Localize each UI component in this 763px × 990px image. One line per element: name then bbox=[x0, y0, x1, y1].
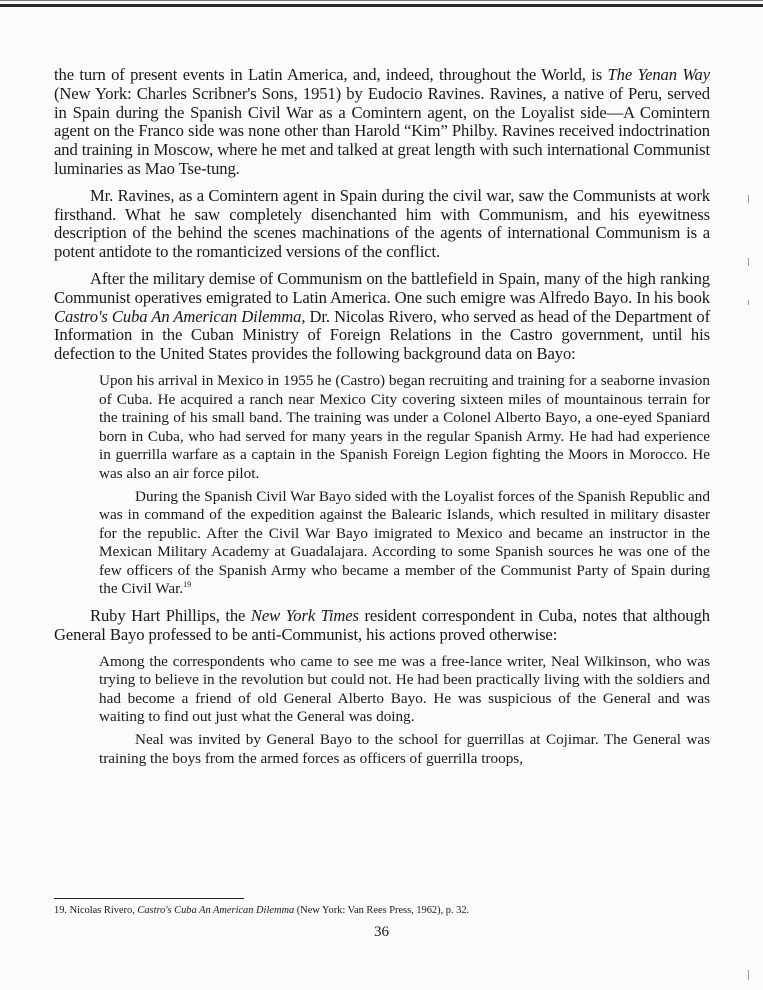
footnote-19 bbox=[54, 904, 710, 917]
text-run: resident correspondent in Cuba, notes that although General Bayo professed to be anti-Communist, his actions proved otherwise: bbox=[54, 606, 711, 644]
paragraph bbox=[54, 270, 710, 364]
scan-top-border bbox=[0, 4, 763, 7]
block-quote-phillips bbox=[99, 653, 710, 769]
scan-top-edge bbox=[0, 0, 763, 1]
text-run: After the military demise of Communism on the battlefield in Spain, many of the high ranking Communist operatives emigrated to Latin America. One such emigre was Alfredo Bayo. In his book bbox=[54, 268, 710, 307]
page-body bbox=[54, 66, 710, 776]
italic-title: New York Times bbox=[250, 606, 359, 626]
italic-title: The Yenan Way bbox=[607, 65, 711, 84]
paragraph bbox=[54, 607, 710, 645]
text-run: During the Spanish Civil War Bayo sided with the Loyalist forces of the Spanish Republic and was in command of the expedition against the Balearic Islands, which resulted in military disaster for the republic. After the Civil War Bayo imigrated to Mexico and became an instructor in the Mexican Military Academy at Guadalajara. According to some Spanish sources he was one of the few officers of the Spanish Army who became a member of the Communist Party of Spain during the Civil War. bbox=[99, 487, 710, 598]
text-run: (New York: Charles Scribner's Sons, 1951) by Eudocio Ravines. Ravines, a native of Peru, served in Spain during the Spanish Civil War as a Comintern agent, on the Loyalist side—A Comintern agent on the Franco side was none other than Harold “Kim” Philby. Ravines received indoctrination and training in Moscow, where he met and talked at great length with such international Communist luminaries as Mao Tse-tung. bbox=[54, 83, 710, 178]
italic-title: Castro's Cuba An American Dilemma bbox=[137, 905, 295, 916]
text-run: Ruby Hart Phillips, the bbox=[90, 606, 251, 626]
quote-paragraph bbox=[99, 488, 710, 600]
text-block-2 bbox=[54, 607, 710, 645]
quote-paragraph bbox=[99, 731, 710, 768]
quote-paragraph bbox=[99, 653, 710, 727]
scan-mark bbox=[748, 195, 749, 203]
footnote-divider bbox=[54, 898, 244, 899]
text-run: Among the correspondents who came to see me was a free-lance writer, Neal Wilkinson, who was trying to believe in the revolution but could not. He had been practically living with the soldiers and had become a friend of old General Alberto Bayo. He was suspicious of the General and was waiting to find out just what the General was doing. bbox=[99, 652, 710, 726]
scan-mark bbox=[748, 258, 749, 266]
block-quote-rivero bbox=[99, 372, 710, 599]
scan-mark bbox=[748, 300, 749, 305]
text-run: Neal was invited by General Bayo to the school for guerrillas at Cojimar. The General was training the boys from the armed forces as officers of guerrilla troops, bbox=[99, 731, 710, 767]
page-number: 36 bbox=[374, 924, 389, 940]
text-run: Upon his arrival in Mexico in 1955 he (Castro) began recruiting and training for a seaborne invasion of Cuba. He acquired a ranch near Mexico City covering sixteen miles of mountainous terrain for the training of his small band. The training was under a Colonel Alberto Bayo, a one-eyed Spaniard born in Cuba, who had served for many years in the regular Spanish Army. He had had experience in guerrilla warfare as a captain in the Spanish Foreign Legion fighting the Moors in Morocco. He was also an air force pilot. bbox=[99, 371, 710, 482]
scan-mark bbox=[748, 970, 749, 980]
quote-paragraph bbox=[99, 372, 710, 484]
text-run: 19. Nicolas Rivero, bbox=[54, 905, 138, 916]
text-run: Mr. Ravines, as a Comintern agent in Spain during the civil war, saw the Communists at work firsthand. What he saw completely disenchanted him with Communism, and his eyewitness description of the behind the scenes machinations of the agents of international Communism is a potent antidote to the romanticized versions of the conflict. bbox=[54, 185, 710, 262]
text-block-1 bbox=[54, 66, 710, 364]
text-run: Dr. Nicolas Rivero, who served as head of the Department of Information in the Cuban Ministry of Foreign Relations in the Castro government, until his defection to the United States provides the following background data on Bayo: bbox=[54, 306, 710, 364]
footnote-ref: 19 bbox=[183, 580, 192, 590]
paragraph bbox=[54, 187, 710, 262]
paragraph bbox=[54, 66, 710, 179]
italic-title: Castro's Cuba An American Dilemma, bbox=[54, 306, 306, 326]
text-run: the turn of present events in Latin America, and, indeed, throughout the World, is bbox=[54, 65, 608, 84]
text-run: (New York: Van Rees Press, 1962), p. 32. bbox=[294, 905, 470, 916]
